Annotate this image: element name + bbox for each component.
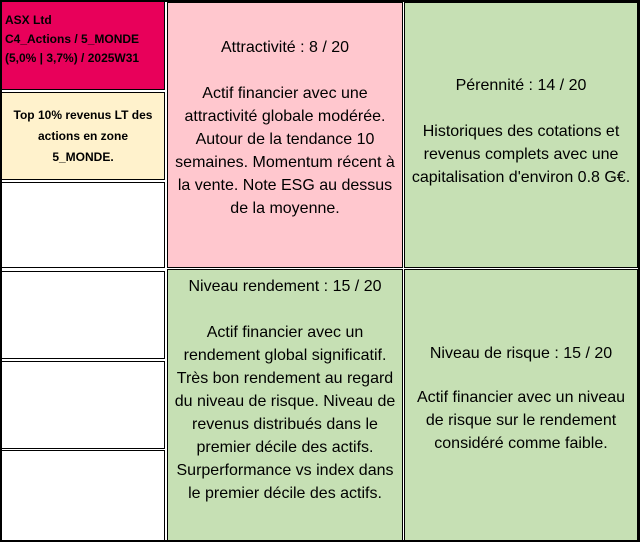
ranking-label: Top 10% revenus LT des actions en zone 5_MONDE. — [13, 107, 153, 164]
ranking-cell — [2, 92, 165, 180]
asset-name: ASX Ltd — [5, 13, 52, 27]
attractivite-title: Attractivité : 8 / 20 — [220, 39, 350, 56]
perennite-title: Pérennité : 14 / 20 — [455, 77, 587, 94]
empty-cell — [2, 450, 165, 540]
asset-rates-period: (5,0% | 3,7%) / 2025W31 — [5, 51, 140, 65]
asset-identity-cell — [2, 2, 165, 90]
empty-cell — [2, 361, 165, 449]
risque-title: Niveau de risque : 15 / 20 — [429, 345, 613, 362]
risque-panel — [404, 269, 638, 540]
attractivite-panel — [167, 2, 403, 268]
attractivite-text: Actif financier avec une attractivité globale modérée. Autour de la tendance 10 semaines. Momentum récent à la vente. Note ESG au dessus de la moyenne. — [175, 85, 395, 217]
rendement-panel — [167, 269, 403, 540]
empty-cell — [2, 182, 165, 268]
perennite-panel — [404, 2, 638, 268]
asset-category: C4_Actions / 5_MONDE — [5, 32, 140, 46]
risque-text: Actif financier avec un niveau de risque sur le rendement considéré comme faible. — [416, 389, 626, 452]
rendement-title: Niveau rendement : 15 / 20 — [188, 278, 382, 295]
rendement-text: Actif financier avec un rendement global significatif. Très bon rendement au regard du niveau de risque. Niveau de revenus distribués dans le premier décile des actifs. Surperformance vs index dans le premier décile des actifs. — [174, 324, 396, 502]
empty-cell — [2, 271, 165, 359]
perennite-text: Historiques des cotations et revenus complets avec une capitalisation d'environ 0.8 G€. — [411, 123, 631, 186]
